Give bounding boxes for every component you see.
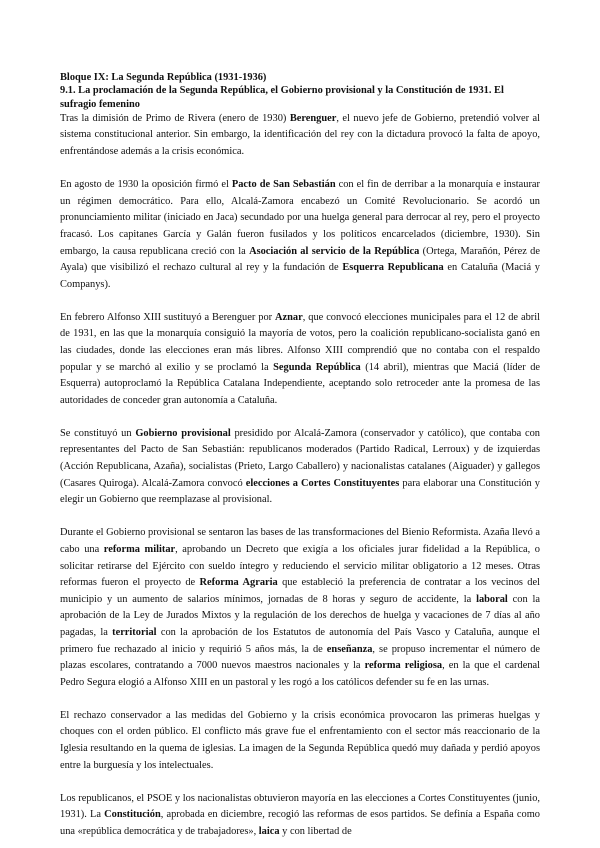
text-run: , aprobada en diciembre, recogió las reformas de esos partidos. Se definía a España como una «república democrática y de trabajadores»,	[60, 809, 540, 837]
text-run: En febrero Alfonso XIII sustituyó a Berenguer por	[60, 311, 276, 323]
text-run: Se constituyó un	[60, 427, 136, 439]
bold-term: Aznar	[275, 311, 303, 323]
text-run: (14 abril), mientras que Maciá (líder de Esquerra) autoproclamó la República Catalana Independiente, aceptando solo retroceder ante la promesa de las autoridades de conceder gran autonomía a Cataluña.	[60, 361, 541, 406]
text-run: En agosto de 1930 la oposición firmó el	[60, 179, 232, 191]
text-run: para elaborar una Constitución y elegir un Gobierno que reemplazase al provisional.	[60, 477, 541, 506]
bold-term: laboral	[476, 593, 508, 605]
bold-term: Reforma Agraria	[199, 577, 278, 589]
text-run: con el fin de derribar a la monarquía e instaurar un régimen democrático. Para ello, Alcalá-Zamora encabezó un Comité Revolucionario. Se acordó un pronunciamiento militar (iniciado en Jaca) secundado por una huelga general para derrocar al rey, pero el proyecto fracasó. Los capitanes García y Galán fueron fusilados y los políticos encarcelados (diciembre, 1930). Sin embargo, la causa republicana creció con la	[60, 179, 541, 257]
text-run: Los republicanos, el PSOE y los nacionalistas obtuvieron mayoría en las elecciones a Cortes Constituyentes (junio, 1931). La	[60, 792, 540, 821]
text-run: , en la que el cardenal Pedro Segura elogió a Alfonso XIII en un pastoral y les rogó a los católicos defender su fe en las urnas.	[60, 660, 541, 688]
bold-term: reforma militar	[103, 543, 176, 555]
text-run: , se propuso incrementar el número de plazas escolares, contratando a 7000 nuevos maestros nacionales y la	[60, 643, 540, 672]
text-run: Durante el Gobierno provisional se sentaron las bases de las transformaciones del Bienio Reformista. Azaña llevó a cabo una	[60, 527, 540, 555]
text-run: , que convocó elecciones municipales para el 12 de abril de 1931, en las que la monarquía consiguió la mayoría de votos, pero la coalición republicano-socialista ganó en las ciudades, donde las elecciones eran más libres. Alfonso XIII comprendió que no contaba con el respaldo popular y se marchó al exilio y se proclamó la	[60, 311, 540, 373]
text-run: con la aprobación de los Estatutos de autonomía del País Vasco y Cataluña, aunque el primero fue rechazado al inicio y requirió 5 años más, la de	[60, 626, 540, 655]
paragraph-rechazo-conservador	[60, 708, 540, 774]
block-title: Bloque IX: La Segunda República (1931-1936)	[60, 72, 267, 83]
text-run: Tras la dimisión de Primo de Rivera (enero de 1930)	[60, 112, 290, 124]
text-run: en Cataluña (Maciá y Companys).	[60, 262, 541, 290]
bold-term: Constitución	[104, 809, 161, 821]
paragraph-pacto-san-sebastian	[60, 177, 540, 293]
paragraph-constitucion	[60, 791, 540, 841]
bold-term: Asociación al servicio de la República	[249, 245, 420, 257]
paragraph-berenguer	[60, 111, 540, 161]
text-run: , aprobando un Decreto que exigía a los oficiales jurar fidelidad a la República, o solicitar retirarse del Ejército con sueldo íntegro y reduciendo el servicio militar obligatorio a 12 meses. Otras reformas fueron el proyecto de	[60, 543, 540, 589]
section-title: 9.1. La proclamación de la Segunda República, el Gobierno provisional y la Constitución de 1931. El sufragio femenino	[60, 85, 504, 110]
bold-term: Esquerra Republicana	[342, 262, 444, 274]
text-run: presidido por Alcalá-Zamora (conservador y católico), que contaba con representantes del Pacto de San Sebastián: republicanos moderados (Partido Radical, Lerroux) y de izquierdas (Acción Republicana, Azaña), socialistas (Prieto, Largo Caballero) y nacionalistas catalanes (Aiguader) y gallegos (Casares Quiroga). Alcalá-Zamora convocó	[60, 427, 541, 489]
text-run: que estableció la preferencia de contratar a los vecinos del municipio y un aumento de salarios mínimos, jornadas de 8 horas y seguro de accidente, la	[60, 577, 540, 605]
bold-term: Gobierno provisional	[135, 427, 231, 439]
bold-term: laica	[258, 825, 280, 837]
bold-term: enseñanza	[326, 643, 373, 655]
paragraph-elecciones-municipales	[60, 310, 540, 410]
paragraph-gobierno-provisional	[60, 426, 540, 509]
bold-term: territorial	[112, 626, 157, 638]
bold-term: elecciones a Cortes Constituyentes	[245, 477, 400, 489]
text-run: con la aprobación de la Ley de Jurados Mixtos y la regulación de los derechos de huelga y vacaciones de 7 días al año pagadas, la	[60, 593, 540, 638]
bold-term: Pacto de San Sebastián	[231, 179, 336, 191]
bold-term: reforma religiosa	[364, 660, 443, 672]
text-run: (Ortega, Marañón, Pérez de Ayala) que visibilizó el rechazo cultural al rey y la fundación de	[60, 245, 540, 274]
paragraph-reformas	[60, 525, 540, 691]
bold-term: Segunda República	[273, 361, 361, 373]
text-run: y con libertad de	[279, 825, 352, 837]
bold-term: Berenguer	[289, 112, 337, 124]
text-run: , el nuevo jefe de Gobierno, pretendió volver al sistema constitucional anterior. Sin embargo, la identificación del rey con la dictadura provocó la falta de apoyo, enfrentándose además a la crisis económica.	[60, 112, 540, 158]
text-run: El rechazo conservador a las medidas del Gobierno y la crisis económica provocaron las primeras huelgas y choques con el orden público. El conflicto más grave fue el enfrentamiento con el sector más reaccionario de la Iglesia resultando en la quema de iglesias. La imagen de la Segunda República quedó muy dañada y perdió apoyos entre la burguesía y los intelectuales.	[60, 709, 540, 771]
